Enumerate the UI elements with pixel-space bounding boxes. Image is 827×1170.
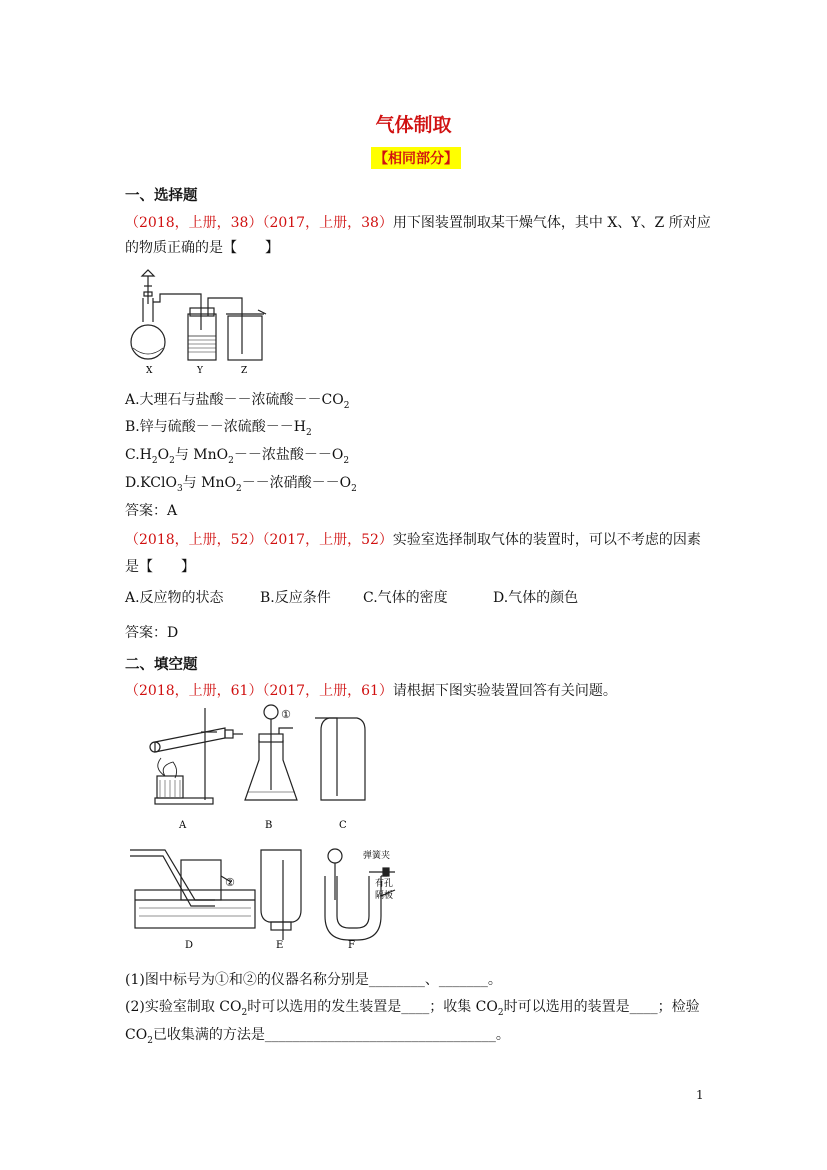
fig2-label-e: E — [276, 940, 284, 951]
page-number: 1 — [696, 1088, 704, 1102]
figure-xyz-apparatus — [124, 264, 274, 376]
fig2-label-b: B — [265, 820, 273, 831]
fig2-plate-label-1: 有孔 — [375, 879, 394, 889]
q1-option-b: B.锌与硫酸－－浓硫酸$--H_2$ — [125, 419, 312, 438]
q2-option-d: D.气体的颜色 — [493, 590, 579, 606]
q1-text-a: 用下图装置制取某干燥气体，其中 X、Y、Z 所对应 — [392, 215, 711, 231]
q3-sub-1: (1)图中标号为①和②的仪器名称分别是________、_______。 — [125, 972, 502, 988]
fig2-label-a: A — [179, 820, 187, 831]
q2-answer: 答案：D — [125, 625, 179, 641]
q2-options — [125, 587, 578, 607]
section-subtitle: 【相同部分】 — [371, 147, 461, 169]
fig2-plate-label-2: 隔板 — [375, 891, 394, 901]
fig1-label-y: Y — [197, 366, 203, 376]
q1-line-1 — [125, 212, 711, 232]
q2-source: （2018，上册，52）（2017，上册，52） — [125, 532, 393, 548]
q2-line-1 — [125, 529, 701, 549]
section-choice-heading: 一、选择题 — [125, 187, 198, 204]
figure-apparatus-a-f — [125, 700, 425, 955]
fig2-mark-1: ① — [281, 708, 291, 721]
q1-answer: 答案：A — [125, 503, 178, 519]
fig1-label-x: X — [146, 366, 153, 376]
section-fill-heading: 二、填空题 — [125, 656, 198, 673]
q3-sub-2-line-2: $CO_2$已收集满的方法是_________________________________。 — [125, 1027, 510, 1046]
q3-sub-2-line-1: (2)实验室制取 $CO_2$时可以选用的发生装置是____；收集 $CO_2$时可以选用的装置是____；检验 — [125, 999, 700, 1018]
q2-option-a: A.反应物的状态 — [125, 590, 224, 606]
fig2-label-f: F — [348, 940, 355, 951]
q2-line-2: 是【 】 — [125, 559, 195, 575]
q2-option-c: C.气体的密度 — [363, 590, 448, 606]
q1-option-c: $C.H_2O_2$与 MnO$_2$－－浓盐酸$--O_2$ — [125, 447, 350, 466]
q1-option-d: D.KClO$_3$与 MnO$_2$－－浓硝酸$--O_2$ — [125, 475, 357, 494]
fig2-label-c: C — [339, 820, 347, 831]
q3-text: 请根据下图实验装置回答有关问题。 — [392, 683, 617, 699]
fig1-label-z: Z — [241, 366, 248, 376]
fig2-label-d: D — [185, 940, 194, 951]
q3-line-1 — [125, 680, 617, 700]
q1-option-a: A.大理石与盐酸－－浓硫酸$--CO_2$ — [125, 392, 350, 411]
page-title: 气体制取 — [375, 114, 452, 136]
q3-source: （2018，上册，61）（2017，上册，61） — [125, 683, 393, 699]
fig2-clip-label: 弹簧夹 — [363, 851, 391, 861]
q1-line-2: 的物质正确的是【 】 — [125, 240, 279, 256]
fig2-mark-2: ② — [225, 876, 235, 889]
q2-text-a: 实验室选择制取气体的装置时，可以不考虑的因素 — [392, 532, 701, 548]
q1-source: （2018，上册，38）（2017，上册，38） — [125, 215, 393, 231]
q2-option-b: B.反应条件 — [260, 590, 331, 606]
